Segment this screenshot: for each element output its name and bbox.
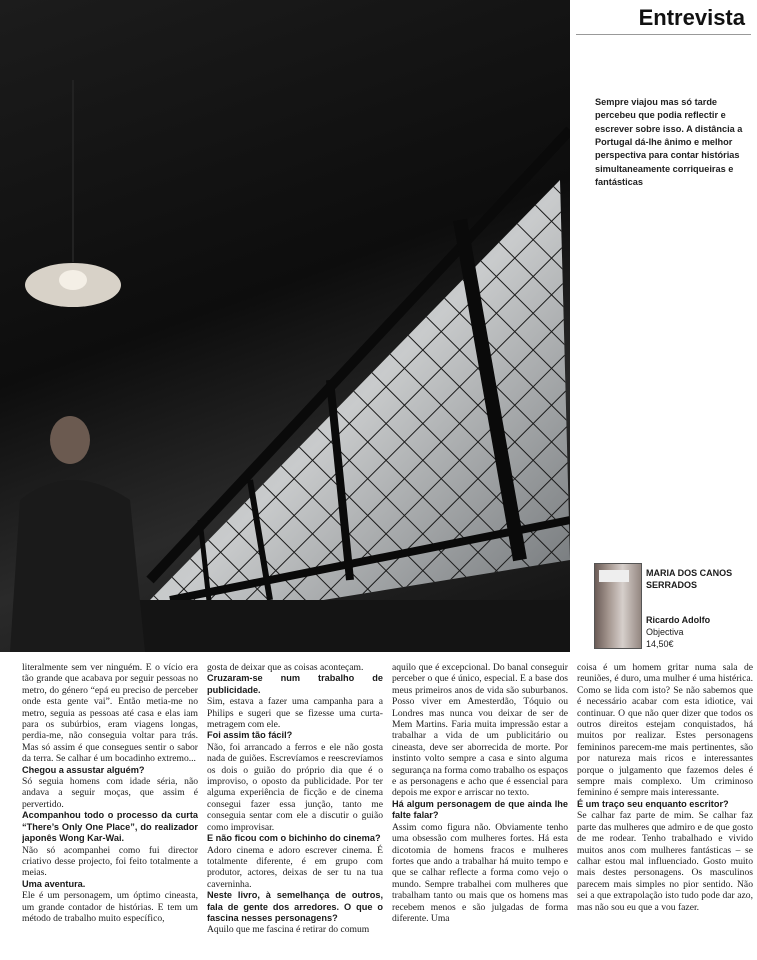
body-paragraph: Não, foi arrancado a ferros e ele não gosta nada de guiões. Escrevíamos e reescrevíamos os dois o guião do próprio dia que é o improviso, o oposto da publicidade. Por ter alguma experiência de ficção e de cinema consegui fazer essa junção, tanto me conseguia sentar com ele a discutir o guião como improvisar. bbox=[207, 741, 383, 833]
body-paragraph: Sim, estava a fazer uma campanha para a Philips e sugeri que se fizesse uma curta-metragem com ele. bbox=[207, 696, 383, 731]
column-1 bbox=[22, 662, 198, 958]
body-paragraph: Se calhar faz parte de mim. Se calhar faz parte das mulheres que admiro e de que gosto de me rodear. Tenho trabalhado e vivido muitos anos com mulheres fantásticas – se calhar estou mal influenciado. Gosto muito mais destes personagens. Os masculinos parecem mais simples no pior sentido. Não sei a que extrapolação isto tudo pode dar azo, mas não sou eu que a vou fazer. bbox=[577, 810, 753, 913]
article-body bbox=[22, 662, 753, 958]
book-details bbox=[646, 627, 684, 650]
interview-question: Uma aventura. bbox=[22, 878, 86, 889]
interview-question: Há algum personagem de que ainda lhe falte falar? bbox=[392, 798, 568, 821]
book-cover-image bbox=[594, 563, 642, 649]
column-2 bbox=[207, 662, 383, 958]
header-rule bbox=[576, 34, 751, 35]
body-paragraph: aquilo que é excepcional. Do banal conseguir perceber o que é único, especial. E a base dos meus primeiros anos de vida são suburbanos. Posso viver em Amesterdão, Tóquio ou Londres mas nunca vou deixar de ser de Mem Martins. Faria muita impressão estar a trabalhar a vida de um publicitário ou cineasta, deve ser aborrecida de morte. Por instinto volto sempre a casa e sinto alguma segurança na forma como trabalho os espaços e as personagens e acho que é essencial para depois me expor e arriscar no texto. bbox=[392, 662, 568, 799]
body-paragraph: Adoro cinema e adoro escrever cinema. É totalmente diferente, é em grupo com produtor, actores, deixas de ser tu na tua caverninha. bbox=[207, 844, 383, 890]
body-paragraph: Aquilo que me fascina é retirar do comum bbox=[207, 924, 370, 936]
book-cover-label bbox=[599, 570, 629, 582]
interview-question: Neste livro, à semelhança de outros, fala de gente dos arredores. O que o fascina nesses personagens? bbox=[207, 890, 383, 923]
column-3 bbox=[392, 662, 568, 958]
interview-question: Chegou a assustar alguém? bbox=[22, 764, 145, 775]
body-paragraph: coisa é um homem gritar numa sala de reuniões, é duro, uma mulher é uma histérica. Como se lida com isto? Se não sabemos que é necessário acabar com esta idiotice, vai continuar. O que não quer dizer que todos os outros direitos estejam conquistados, há muitos por realizar. Estes personagens femininos parecem-me mais pertinentes, são por natureza mais ricos e interessantes porque o julgamento que fazemos deles é sempre mais complexo. Um criminoso feminino é sempre mais interessante. bbox=[577, 662, 753, 799]
body-paragraph: Ele é um personagem, um óptimo cineasta, um grande contador de histórias. E tem um método de trabalho muito específico, bbox=[22, 890, 198, 924]
book-box bbox=[594, 563, 744, 653]
column-4 bbox=[577, 662, 753, 958]
book-title: MARIA DOS CANOS SERRADOS bbox=[646, 568, 733, 591]
interview-question: Acompanhou todo o processo da curta “There’s Only One Place”, do realizador japonês Wong Kar-Wai. bbox=[22, 810, 198, 844]
body-paragraph: gosta de deixar que as coisas aconteçam. bbox=[207, 662, 364, 673]
body-paragraph: literalmente sem ver ninguém. E o vício era tão grande que acabava por seguir pessoas no metro, do género “epá eu preciso de perceber onde esta gente vai”. Então metia-me no metro, seguia as pessoas até casa e elas iam para os subúrbios, eram viagens longas, perdia-me, não conseguia voltar para trás. Mas só assim é que consegues sentir o sabor da terra. Se calhar é um bocadinho extremo... bbox=[22, 662, 198, 765]
book-price: 14,50€ bbox=[646, 638, 674, 649]
body-paragraph: Não só acompanhei como fui director criativo desse projecto, foi feito totalmente a meias. bbox=[22, 844, 198, 879]
interview-question: Cruzaram-se num trabalho de publicidade. bbox=[207, 673, 383, 695]
book-author: Ricardo Adolfo bbox=[646, 615, 711, 625]
interview-question: Foi assim tão fácil? bbox=[207, 730, 293, 741]
article-lede: Sempre viajou mas só tarde percebeu que podia reflectir e escrever sobre isso. A distância a Portugal dá-lhe ânimo e melhor perspectiva para contar histórias simultaneamente corriqueiras e fantásticas bbox=[595, 97, 743, 188]
interview-question: E não ficou com o bichinho do cinema? bbox=[207, 833, 381, 844]
interview-question: É um traço seu enquanto escritor? bbox=[577, 798, 729, 809]
body-paragraph: Assim como figura não. Obviamente tenho uma obsessão com mulheres fortes. Há esta dicotomia de homens fracos e mulheres fortes que ando a trabalhar há muito tempo e que se calhar reflecte a forma como vejo o mundo. Sempre trabalhei com mulheres que trabalham tanto ou mais que os homens mas recebem menos e são julgadas de forma diferente. Uma bbox=[392, 821, 568, 924]
section-title: Entrevista bbox=[638, 5, 745, 30]
body-paragraph: Só seguia homens com idade séria, não andava a seguir moças, que assim é pervertido. bbox=[22, 776, 198, 810]
book-publisher: Objectiva bbox=[646, 627, 684, 637]
